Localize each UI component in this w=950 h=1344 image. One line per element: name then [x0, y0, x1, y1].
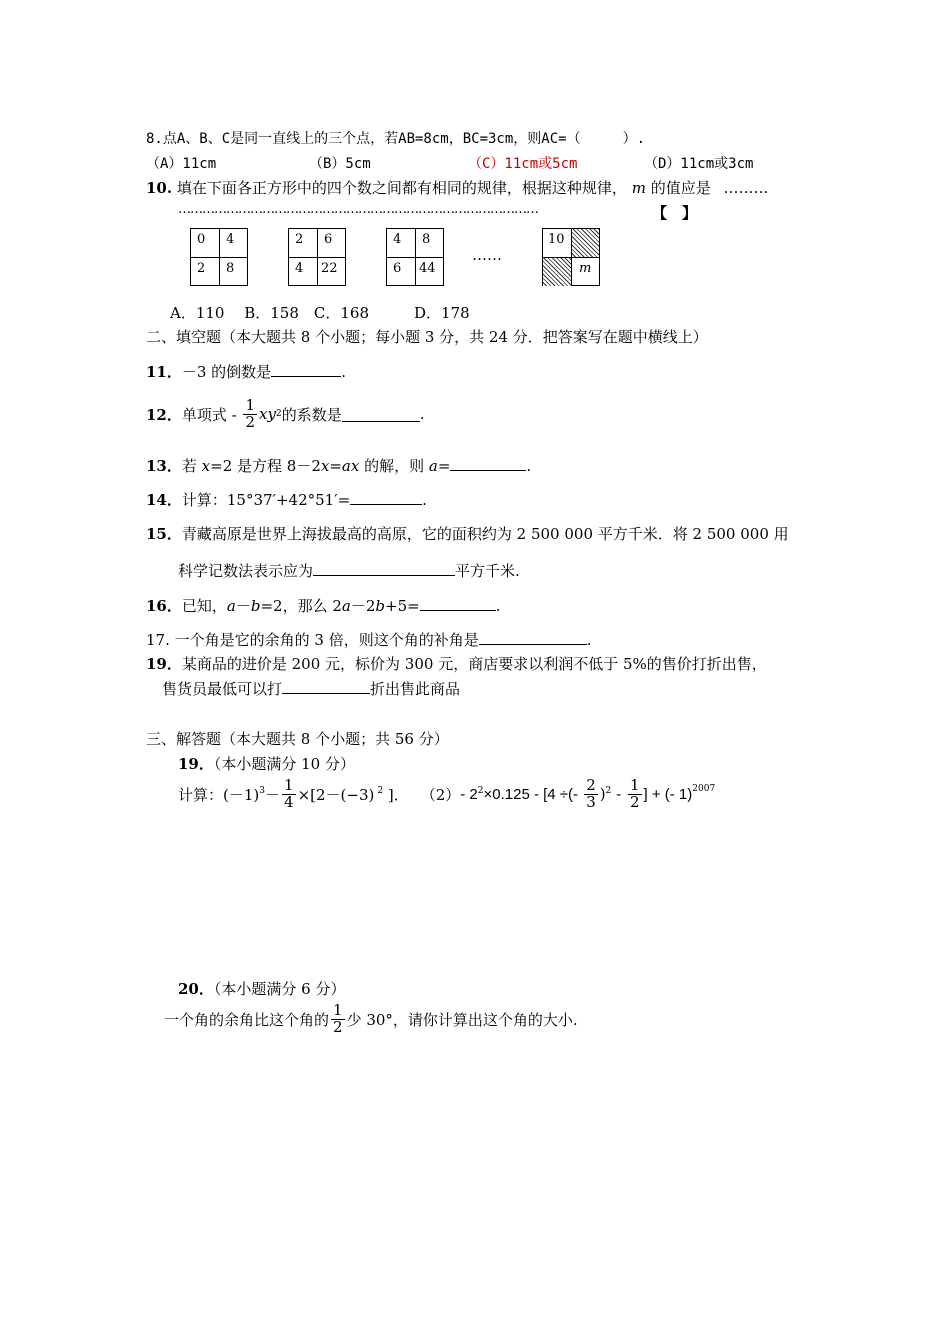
q19-e1a: (－1): [223, 785, 260, 804]
q10-var: m: [631, 179, 646, 197]
q15-text2: 科学记数法表示应为: [178, 562, 314, 580]
q19-number: 19．: [178, 755, 214, 773]
q14-end: .: [422, 491, 427, 509]
q13-ax: ax: [341, 457, 360, 475]
q19a-text2: 售货员最低可以打: [162, 680, 283, 698]
q11-end: .: [341, 363, 346, 381]
q19-e1d: ]．: [383, 785, 409, 804]
q10-ellipsis: ……: [472, 246, 502, 264]
q15-text2-end: 平方千米.: [455, 562, 520, 580]
q11-text: －3 的倒数是: [181, 363, 272, 381]
q10-sq4-tl: 10: [548, 232, 565, 247]
q12-var: xy: [259, 405, 276, 424]
q13-number: 13．: [146, 457, 182, 475]
q20-text: [164, 1003, 578, 1036]
q10-square-4: [542, 228, 600, 286]
q19a-number: 19．: [146, 655, 182, 673]
q19-e2-frac1-den: 3: [586, 792, 596, 811]
q19-e2-frac1-num: 2: [586, 776, 596, 794]
q20-number: 20．: [178, 980, 214, 998]
q13-p3: =: [329, 457, 342, 475]
q19-e1a-exp: 3: [259, 786, 265, 796]
q10-sq2-br: 22: [321, 261, 338, 276]
q13-p5: =: [437, 457, 451, 475]
q10-square-3: [386, 228, 444, 286]
q19a-text1: 某商品的进价是 200 元，标价为 300 元，商店要求以利润不低于 5%的售价打折出售，: [181, 655, 767, 673]
q19a-text2-end: 折出售此商品: [370, 680, 461, 698]
q11: [146, 361, 346, 382]
q19a-line2: [162, 678, 460, 699]
q10-square-2: [288, 228, 346, 286]
q19-expressions: [178, 778, 715, 811]
q17-text: 17. 一个角是它的余角的 3 倍，则这个角的补角是: [146, 631, 479, 649]
q17: [146, 629, 592, 650]
q10-number: 10.: [146, 179, 173, 197]
q16-b: b: [250, 597, 261, 615]
q10-sq3-bl: 6: [393, 261, 402, 276]
q10-sq3-tr: 8: [422, 232, 431, 247]
q10-sq3-br: 44: [419, 261, 436, 276]
q19-e1-frac-den: 4: [284, 792, 294, 811]
q19a-blank[interactable]: [282, 679, 370, 694]
q15-text1: 青藏高原是世界上海拔最高的高原，它的面积约为 2 500 000 平方千米．将 2 500 000 用: [181, 525, 789, 543]
q10-bracket: 【 】: [652, 204, 698, 222]
q8-stem: 8.点A、B、C是同一直线上的三个点，若AB=8cm，BC=3cm，则AC=（ ）.: [146, 131, 646, 147]
q20-post: 少 30°，请你计算出这个角的大小.: [346, 1010, 578, 1029]
q10-sq2-tl: 2: [295, 232, 304, 247]
q13-p2: =2 是方程 8－2: [210, 457, 321, 475]
q16-blank[interactable]: [420, 596, 496, 611]
q14-text: 计算：15°37′+42°51′=: [181, 491, 351, 509]
q19-e1c-exp: 2: [377, 786, 384, 796]
q19-e1c: ×[2－(−3): [297, 785, 375, 804]
q12-frac-num: 1: [245, 396, 256, 414]
q8-option-a: （A）11cm: [146, 156, 217, 172]
q19-e1b: －: [265, 785, 281, 804]
q19-e2c-exp: 2: [605, 786, 612, 796]
q12-pre: 单项式 -: [181, 405, 242, 424]
q13-x2: x: [320, 457, 330, 475]
q17-end: .: [586, 631, 592, 649]
q10-text2: 的值应是: [650, 179, 711, 197]
q19-heading: [178, 753, 355, 774]
q19-e2c: ): [599, 785, 606, 804]
q19-e2e: ] + (- 1): [643, 785, 693, 803]
q10-sq4-hatched-bl: [543, 258, 571, 286]
q16-b2: b: [375, 597, 386, 615]
q20-pre: 一个角的余角比这个角的: [164, 1010, 330, 1029]
q19-e1-fraction: [282, 778, 296, 811]
q13-end: .: [526, 457, 532, 475]
q19-e2-frac2-num: 1: [629, 776, 640, 794]
q12-frac-den: 2: [245, 412, 256, 431]
q19-e2-frac2-den: 2: [629, 792, 640, 811]
q17-blank[interactable]: [479, 630, 587, 645]
q16-p1: 已知，: [181, 597, 227, 615]
q15-line2: [178, 560, 520, 581]
q16-number: 16．: [146, 597, 182, 615]
q19-e2a-exp: 2: [477, 786, 484, 796]
q19-e2-fraction1: [584, 778, 598, 811]
q10-sq1-tl: 0: [197, 232, 206, 247]
q14-blank[interactable]: [350, 490, 422, 505]
q15-line1: [146, 523, 789, 544]
q20-frac-den: 2: [333, 1017, 343, 1036]
q10-sq1-bl: 2: [197, 261, 206, 276]
q20-fraction: [331, 1003, 345, 1036]
q16-p3: =2，那么 2: [260, 597, 342, 615]
q10-sq2-tr: 6: [324, 232, 333, 247]
q19-e2a: - 2: [460, 785, 478, 803]
q19-e2e-exp: 2007: [692, 784, 716, 794]
q13-blank[interactable]: [450, 456, 526, 471]
q16-end: .: [495, 597, 501, 615]
q19a-line1: [146, 653, 767, 674]
q8-option-b: （B）5cm: [309, 156, 371, 172]
q11-blank[interactable]: [271, 362, 341, 377]
q12: [146, 398, 425, 431]
q13-p1: 若: [181, 457, 202, 475]
q10-sq2-bl: 4: [295, 261, 304, 276]
q20-frac-num: 1: [333, 1001, 343, 1019]
q10-options: A．110 B．158 C．168 D．178: [170, 304, 470, 322]
q12-post: 的系数是: [281, 405, 342, 424]
q10-stem: [146, 177, 769, 198]
q19-e2b: ×0.125 - [4 ÷(-: [483, 785, 583, 803]
q10-text1: 填在下面各正方形中的四个数之间都有相同的规律，根据这种规律，: [176, 179, 627, 197]
q20-heading: [178, 978, 345, 999]
q10-sq1-br: 8: [226, 261, 235, 276]
q10-sq1-tr: 4: [226, 232, 235, 247]
q13-x: x: [201, 457, 211, 475]
q12-blank[interactable]: [342, 407, 420, 422]
q10-dots1: ………: [723, 179, 769, 197]
q12-fraction: [243, 398, 257, 431]
q19-e2d: -: [611, 785, 626, 804]
q19-e2-fraction2: [628, 778, 642, 811]
q10-square-1: [190, 228, 248, 286]
q10-sq4-br: m: [579, 261, 592, 276]
q12-end: .: [419, 405, 425, 424]
q11-number: 11．: [146, 363, 182, 381]
q16: [146, 595, 500, 616]
q19-e1-frac-num: 1: [284, 776, 294, 794]
q10-sq4-hatched-tr: [572, 229, 599, 257]
q10-sq3-tl: 4: [393, 232, 402, 247]
q13-a: a: [428, 457, 438, 475]
q16-p2: －: [235, 597, 251, 615]
q13: [146, 455, 531, 476]
q15-number: 15．: [146, 525, 182, 543]
q10-dots2: ………………………………………………………………………………: [178, 202, 538, 217]
q16-a2: a: [341, 597, 351, 615]
q16-a: a: [226, 597, 236, 615]
q19-calc-label: 计算：: [178, 785, 224, 804]
q13-p4: 的解，则: [359, 457, 429, 475]
q15-blank[interactable]: [313, 561, 455, 576]
q12-number: 12．: [146, 405, 182, 424]
q19-head: （本小题满分 10 分）: [213, 755, 355, 773]
section2-heading: 二、填空题（本大题共 8 个小题；每小题 3 分，共 24 分．把答案写在题中横线上）: [146, 328, 708, 346]
q14: [146, 489, 427, 510]
q16-p4: －2: [350, 597, 376, 615]
section3-heading: 三、解答题（本大题共 8 个小题；共 56 分）: [146, 730, 449, 748]
q8-option-c: （C）11cm或5cm: [468, 156, 578, 172]
q19-part2-label: （2）: [420, 785, 461, 804]
q12-exp: 2: [275, 409, 282, 420]
q20-head: （本小题满分 6 分）: [213, 980, 346, 998]
q16-p5: +5=: [385, 597, 420, 615]
q14-number: 14．: [146, 491, 182, 509]
q8-option-d: （D）11cm或3cm: [644, 156, 754, 172]
